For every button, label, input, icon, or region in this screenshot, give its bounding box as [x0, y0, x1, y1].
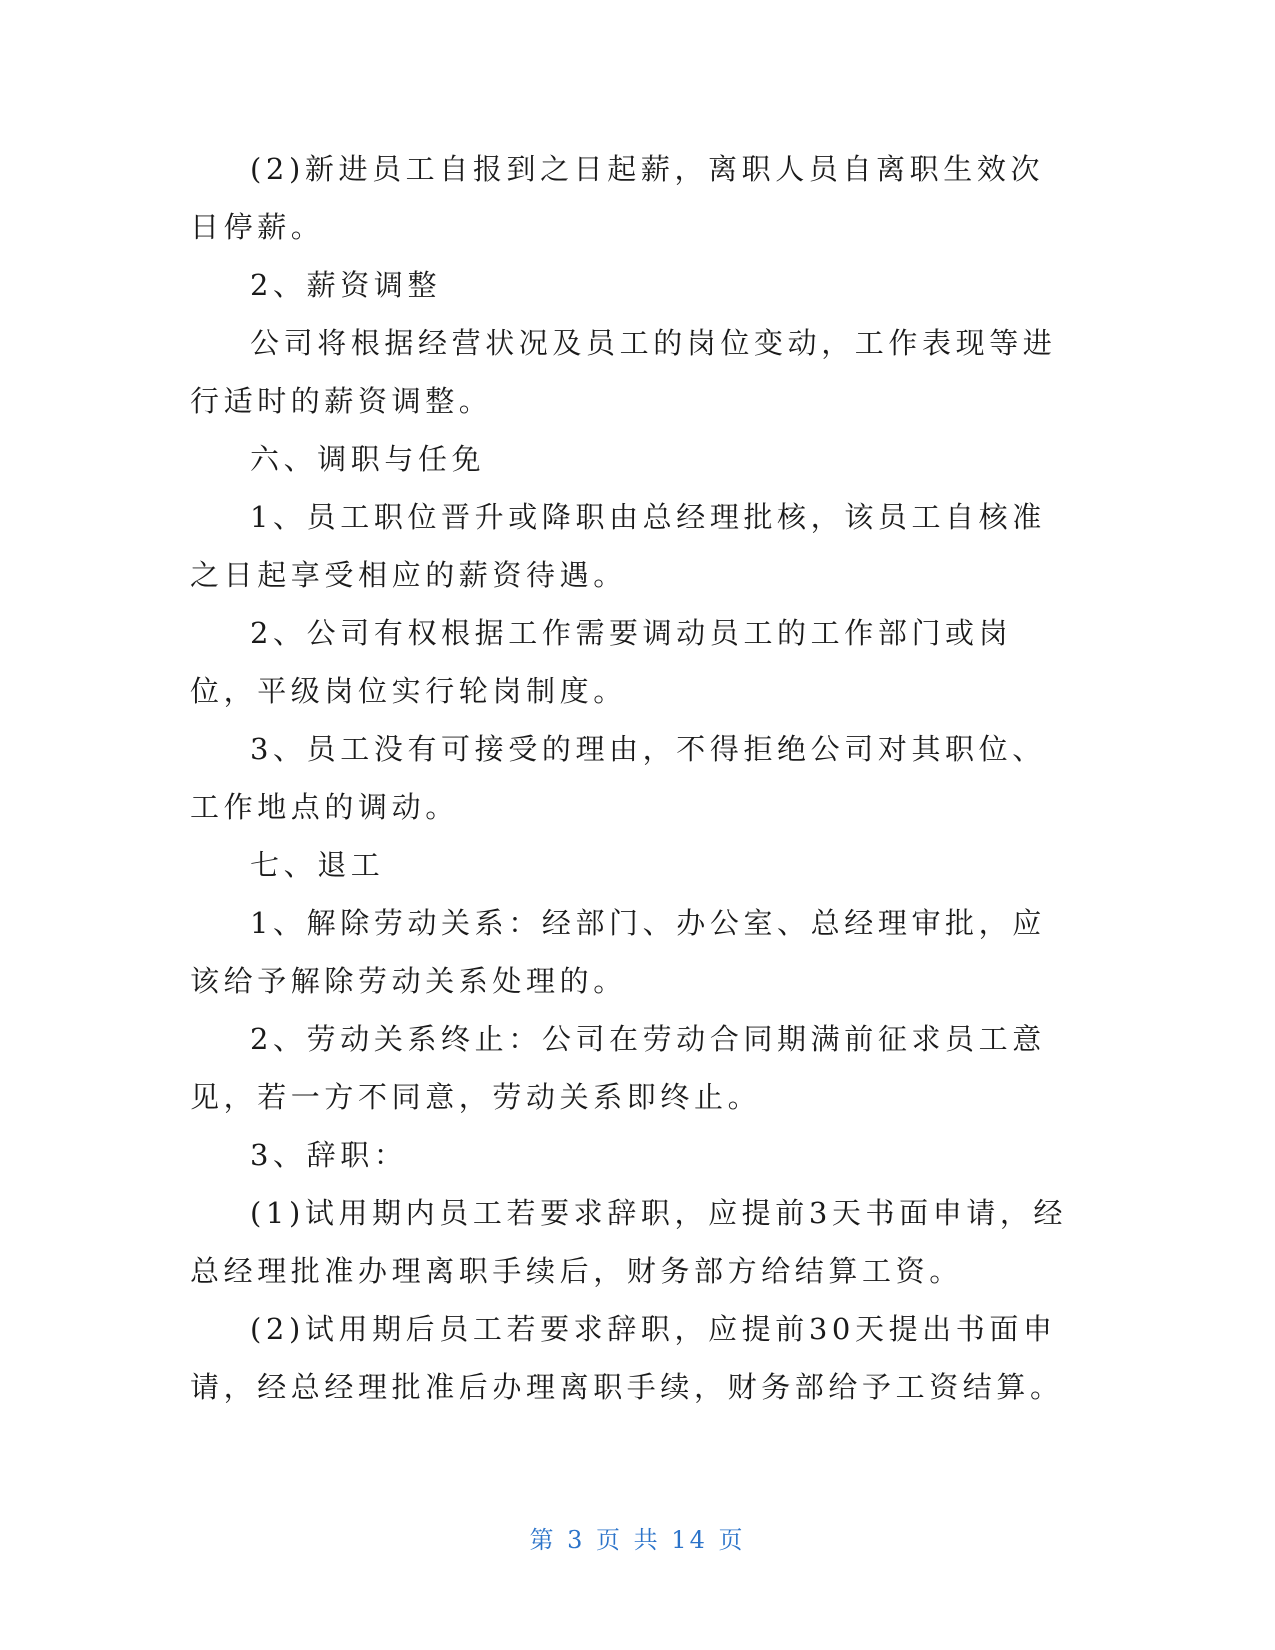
- document-body: [190, 140, 1070, 1416]
- paragraph-salary-adjustment: 公司将根据经营状况及员工的岗位变动，工作表现等进行适时的薪资调整。: [190, 326, 1057, 418]
- section-heading-termination: 七、退工: [250, 848, 385, 882]
- paragraph-job-rotation: 2、公司有权根据工作需要调动员工的工作部门或岗位，平级岗位实行轮岗制度。: [190, 616, 1013, 708]
- heading-resignation: 3、辞职：: [250, 1138, 408, 1172]
- paragraph-resignation-probation: (1)试用期内员工若要求辞职，应提前3天书面申请，经总经理批准办理离职手续后，财务部方给结算工资。: [190, 1196, 1068, 1288]
- heading-salary-adjustment: 2、薪资调整: [250, 268, 442, 302]
- paragraph-contract-end: 2、劳动关系终止：公司在劳动合同期满前征求员工意见，若一方不同意，劳动关系即终止。: [190, 1022, 1046, 1114]
- page-number-footer: 第 3 页 共 14 页: [529, 1526, 746, 1554]
- section-heading-transfer: 六、调职与任免: [250, 442, 486, 476]
- paragraph-dismissal: 1、解除劳动关系：经部门、办公室、总经理审批，应该给予解除劳动关系处理的。: [190, 906, 1046, 998]
- paragraph-promotion: 1、员工职位晋升或降职由总经理批核，该员工自核准之日起享受相应的薪资待遇。: [190, 500, 1046, 592]
- paragraph-transfer-refusal: 3、员工没有可接受的理由，不得拒绝公司对其职位、工作地点的调动。: [190, 732, 1046, 824]
- paragraph-resignation-after-probation: (2)试用期后员工若要求辞职，应提前30天提出书面申请，经总经理批准后办理离职手续，财务部给予工资结算。: [190, 1312, 1064, 1404]
- paragraph-salary-start-stop: (2)新进员工自报到之日起薪，离职人员自离职生效次日停薪。: [190, 152, 1045, 244]
